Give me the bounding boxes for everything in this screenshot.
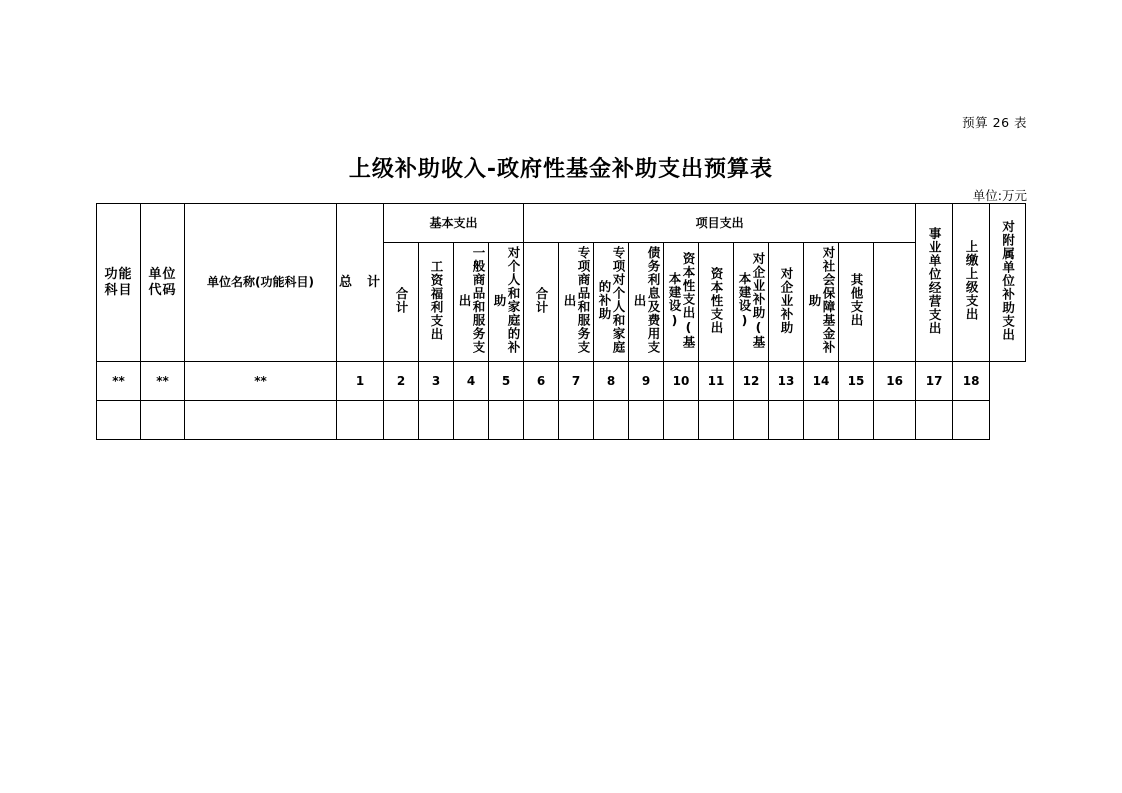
column-header-institution-operating: [916, 204, 953, 362]
column-label: 功能科目: [104, 267, 133, 298]
column-label: 资本性支出: [709, 266, 725, 335]
column-label: 对附属单位补助支出: [1000, 220, 1016, 342]
cell: 8: [594, 362, 629, 401]
column-header-subsidy-to-affiliated: [990, 204, 1026, 362]
cell: [804, 401, 839, 440]
cell: [454, 401, 489, 440]
cell: [524, 401, 559, 440]
column-label: 专项商品和服务支出: [562, 246, 592, 355]
cell: [489, 401, 524, 440]
cell: 7: [559, 362, 594, 401]
cell: [953, 401, 990, 440]
column-header-basic-subtotal: [384, 243, 419, 362]
cell: 9: [629, 362, 664, 401]
form-code: 预算 26 表: [962, 115, 1027, 130]
cell: 16: [874, 362, 916, 401]
cell: [594, 401, 629, 440]
column-header-function-subject: [97, 204, 141, 362]
column-header-total: [337, 204, 384, 362]
column-header-special-subsidy-individual-family: [594, 243, 629, 362]
column-header-payment-to-superior: [953, 204, 990, 362]
table-header-group-row: [97, 204, 1026, 243]
cell: [384, 401, 419, 440]
column-header-salary-welfare: [419, 243, 454, 362]
cell: 13: [769, 362, 804, 401]
cell: 10: [664, 362, 699, 401]
column-header-debt-interest-fees: [629, 243, 664, 362]
column-header-general-goods-services: [454, 243, 489, 362]
cell: [141, 401, 185, 440]
cell: [559, 401, 594, 440]
unit-note: 单位:万元: [972, 188, 1027, 203]
column-header-special-goods-services: [559, 243, 594, 362]
group-header-project-expenditure: 项目支出: [524, 204, 916, 243]
cell: [874, 401, 916, 440]
cell: 17: [916, 362, 953, 401]
cell: 11: [699, 362, 734, 401]
cell: [769, 401, 804, 440]
cell: [419, 401, 454, 440]
column-label: 合计: [394, 286, 409, 314]
cell: **: [141, 362, 185, 401]
cell: 18: [953, 362, 990, 401]
column-label: 总 计: [338, 274, 381, 290]
column-label: 资本性支出(基本建设): [667, 251, 697, 349]
group-header-basic-expenditure: 基本支出: [384, 204, 524, 243]
column-header-unit-code: [141, 204, 185, 362]
cell: 12: [734, 362, 769, 401]
cell: [699, 401, 734, 440]
cell: 4: [454, 362, 489, 401]
cell: [839, 401, 874, 440]
cell: [337, 401, 384, 440]
column-header-subsidy-individual-family: [489, 243, 524, 362]
column-label: 单位代码: [148, 267, 177, 298]
cell: [734, 401, 769, 440]
column-label: 对企业补助(基本建设): [737, 251, 767, 349]
cell: 14: [804, 362, 839, 401]
column-label: 上缴上级支出: [964, 240, 980, 322]
column-header-social-security-fund-subsidy: [804, 243, 839, 362]
cell: [97, 401, 141, 440]
cell: 6: [524, 362, 559, 401]
cell: 2: [384, 362, 419, 401]
cell: [664, 401, 699, 440]
column-header-capital-expenditure: [699, 243, 734, 362]
column-header-capital-expenditure-construction: [664, 243, 699, 362]
cell: [185, 401, 337, 440]
cell: 3: [419, 362, 454, 401]
column-label: 专项对个人和家庭的补助: [597, 246, 627, 355]
cell: **: [185, 362, 337, 401]
budget-table: [96, 203, 1026, 440]
column-header-enterprise-subsidy: [769, 243, 804, 362]
column-label: 其他支出: [849, 273, 865, 328]
column-label: 对社会保障基金补助: [807, 246, 837, 355]
cell: [916, 401, 953, 440]
column-label: 工资福利支出: [429, 259, 444, 341]
column-header-enterprise-subsidy-construction: [734, 243, 769, 362]
column-label: 一般商品和服务支出: [457, 246, 486, 355]
column-header-unit-name: [185, 204, 337, 362]
column-header-project-subtotal: [524, 243, 559, 362]
cell: [629, 401, 664, 440]
cell: **: [97, 362, 141, 401]
cell: 5: [489, 362, 524, 401]
page-title: 上级补助收入-政府性基金补助支出预算表: [348, 157, 774, 182]
table-row: [97, 401, 1026, 440]
column-label: 单位名称(功能科目): [207, 275, 314, 290]
column-label: 债务利息及费用支出: [632, 246, 662, 355]
column-label: 事业单位经营支出: [927, 226, 943, 335]
column-label: 对个人和家庭的补助: [492, 246, 521, 355]
cell: 15: [839, 362, 874, 401]
column-label: 合计: [534, 286, 550, 314]
table-row: [97, 362, 1026, 401]
cell: 1: [337, 362, 384, 401]
column-header-other-expenditure: [839, 243, 874, 362]
column-label: 对企业补助: [779, 266, 795, 335]
